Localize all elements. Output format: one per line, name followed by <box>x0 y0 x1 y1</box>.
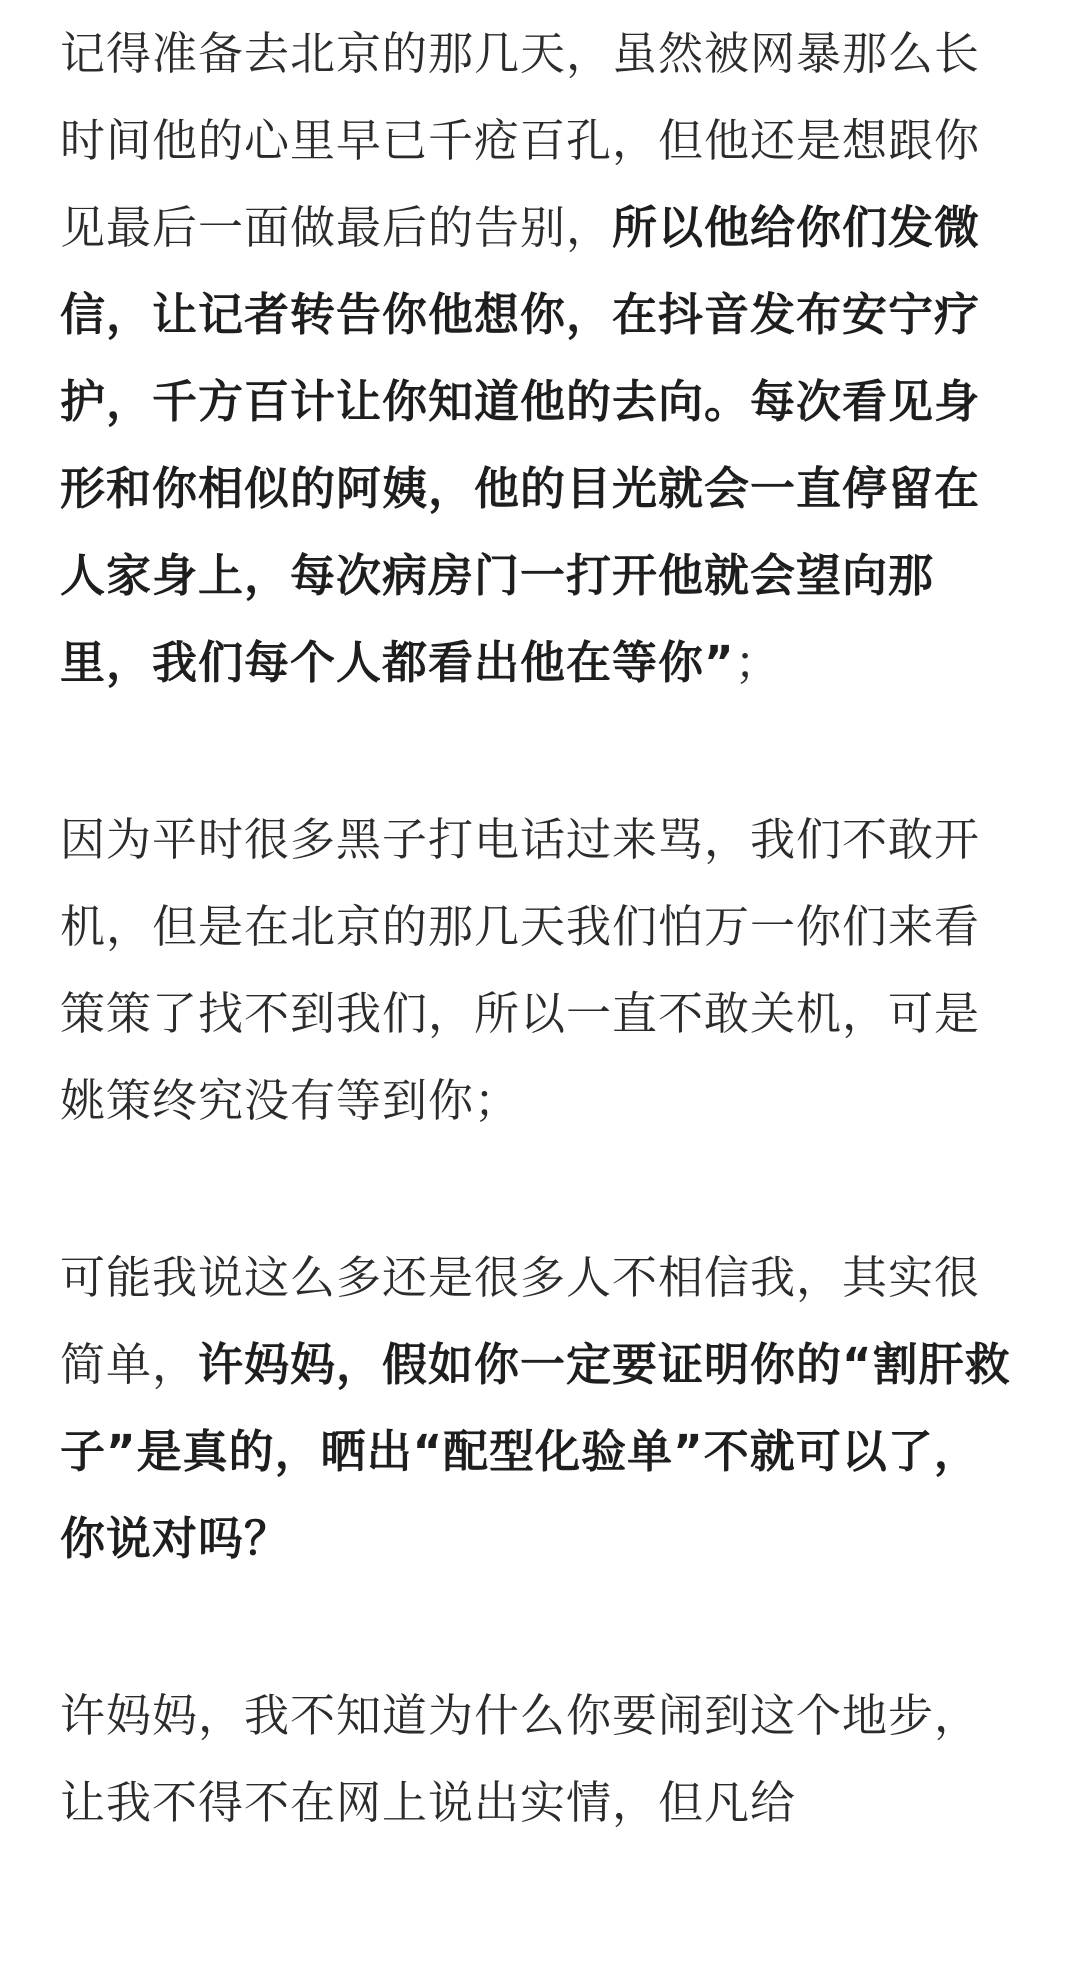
paragraph-3-bold-text: 许妈妈，假如你一定要证明你的“割肝救子”是真的，晒出“配型化验单”不就可以了，你说对吗？ <box>60 1338 1011 1565</box>
paragraph-1-tail: ； <box>734 636 781 689</box>
paragraph-1 <box>60 0 1020 706</box>
paragraph-1-bold-text: 所以他给你们发微信，让记者转告你他想你，在抖音发布安宁疗护，千方百计让你知道他的去向。每次看见身形和你相似的阿姨，他的目光就会一直停留在人家身上，每次病房门一打开他就会望向那里，我们每个人都看出他在等你” <box>60 201 981 689</box>
paragraph-2-text: 因为平时很多黑子打电话过来骂，我们不敢开机，但是在北京的那几天我们怕万一你们来看策策了找不到我们，所以一直不敢关机，可是姚策终究没有等到你； <box>60 813 981 1127</box>
paragraph-4 <box>60 1672 1020 1846</box>
paragraph-3 <box>60 1234 1020 1582</box>
article-body <box>60 0 1020 1846</box>
paragraph-3-text: 可能我说这么多还是很多人不相信我，其实很简单， <box>60 1251 981 1391</box>
paragraph-1-text: 记得准备去北京的那几天，虽然被网暴那么长时间他的心里早已千疮百孔，但他还是想跟你见最后一面做最后的告别， <box>60 27 981 254</box>
paragraph-2 <box>60 796 1020 1144</box>
paragraph-4-text: 许妈妈，我不知道为什么你要闹到这个地步，让我不得不在网上说出实情，但凡给 <box>60 1689 981 1829</box>
